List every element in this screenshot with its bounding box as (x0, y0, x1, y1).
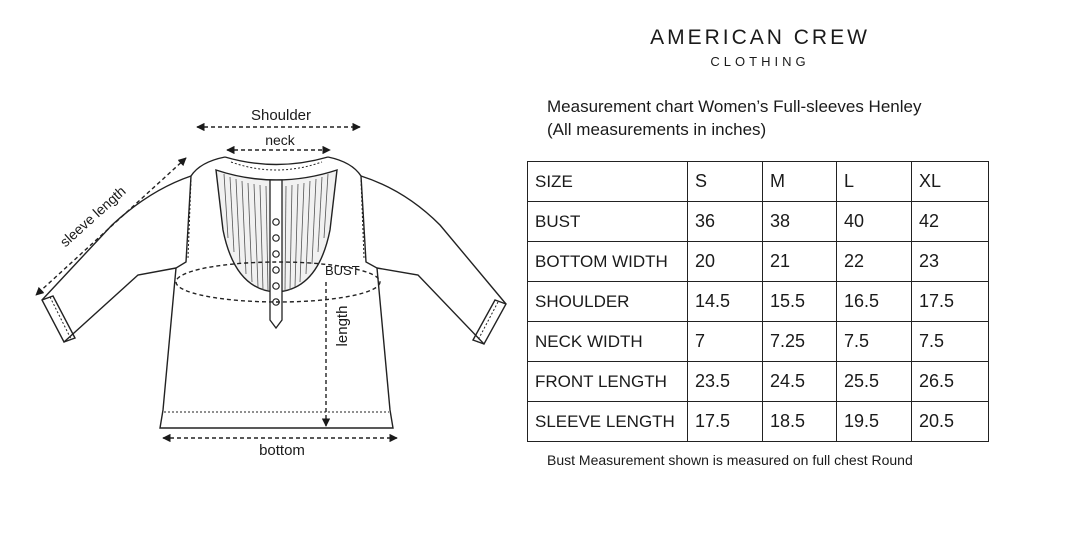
table-cell: 23.5 (688, 362, 763, 402)
chart-subtitle: (All measurements in inches) (547, 120, 767, 139)
table-cell: 19.5 (837, 402, 912, 442)
table-row (528, 202, 989, 242)
table-header-cell: M (763, 162, 837, 202)
table-cell: 14.5 (688, 282, 763, 322)
length-label: length (334, 305, 351, 347)
row-label: FRONT LENGTH (528, 362, 688, 402)
table-cell: 38 (763, 202, 837, 242)
table-header-cell: XL (912, 162, 989, 202)
table-cell: 7 (688, 322, 763, 362)
button-icon (273, 219, 279, 225)
brand-subtitle: CLOTHING (710, 54, 810, 69)
table-cell: 7.5 (837, 322, 912, 362)
row-label: BUST (528, 202, 688, 242)
row-label: BOTTOM WIDTH (528, 242, 688, 282)
sleeve-length-label: sleeve length (56, 182, 129, 250)
row-label: SHOULDER (528, 282, 688, 322)
row-label: NECK WIDTH (528, 322, 688, 362)
table-cell: 7.25 (763, 322, 837, 362)
table-cell: 42 (912, 202, 989, 242)
neck-label: neck (265, 132, 295, 148)
sleeve-measure-arrow (36, 158, 186, 295)
brand-logo (610, 26, 910, 71)
table-cell: 16.5 (837, 282, 912, 322)
table-header-cell: SIZE (528, 162, 688, 202)
table-row (528, 322, 989, 362)
table-cell: 17.5 (688, 402, 763, 442)
placket (270, 180, 282, 328)
table-row (528, 362, 989, 402)
table-cell: 21 (763, 242, 837, 282)
chart-title: Measurement chart Women’s Full-sleeves Henley (547, 97, 922, 116)
shoulder-label: Shoulder (250, 107, 312, 124)
table-cell: 20 (688, 242, 763, 282)
table-cell: 24.5 (763, 362, 837, 402)
table-cell: 20.5 (912, 402, 989, 442)
table-cell: 25.5 (837, 362, 912, 402)
button-icon (273, 251, 279, 257)
size-table (527, 161, 989, 442)
table-cell: 26.5 (912, 362, 989, 402)
button-icon (273, 283, 279, 289)
brand-name: AMERICAN CREW (650, 26, 870, 49)
table-cell: 22 (837, 242, 912, 282)
bottom-label: bottom (259, 442, 305, 459)
table-cell: 40 (837, 202, 912, 242)
table-row (528, 242, 989, 282)
table-header-cell: L (837, 162, 912, 202)
row-label: SLEEVE LENGTH (528, 402, 688, 442)
button-icon (273, 267, 279, 273)
table-cell: 36 (688, 202, 763, 242)
table-cell: 17.5 (912, 282, 989, 322)
table-row (528, 282, 989, 322)
table-cell: 7.5 (912, 322, 989, 362)
table-header-cell: S (688, 162, 763, 202)
table-cell: 18.5 (763, 402, 837, 442)
table-header-row (528, 162, 989, 202)
bust-label: BUST (325, 263, 360, 278)
table-cell: 23 (912, 242, 989, 282)
footnote: Bust Measurement shown is measured on full chest Round (547, 452, 913, 468)
button-icon (273, 235, 279, 241)
table-row (528, 402, 989, 442)
table-cell: 15.5 (763, 282, 837, 322)
